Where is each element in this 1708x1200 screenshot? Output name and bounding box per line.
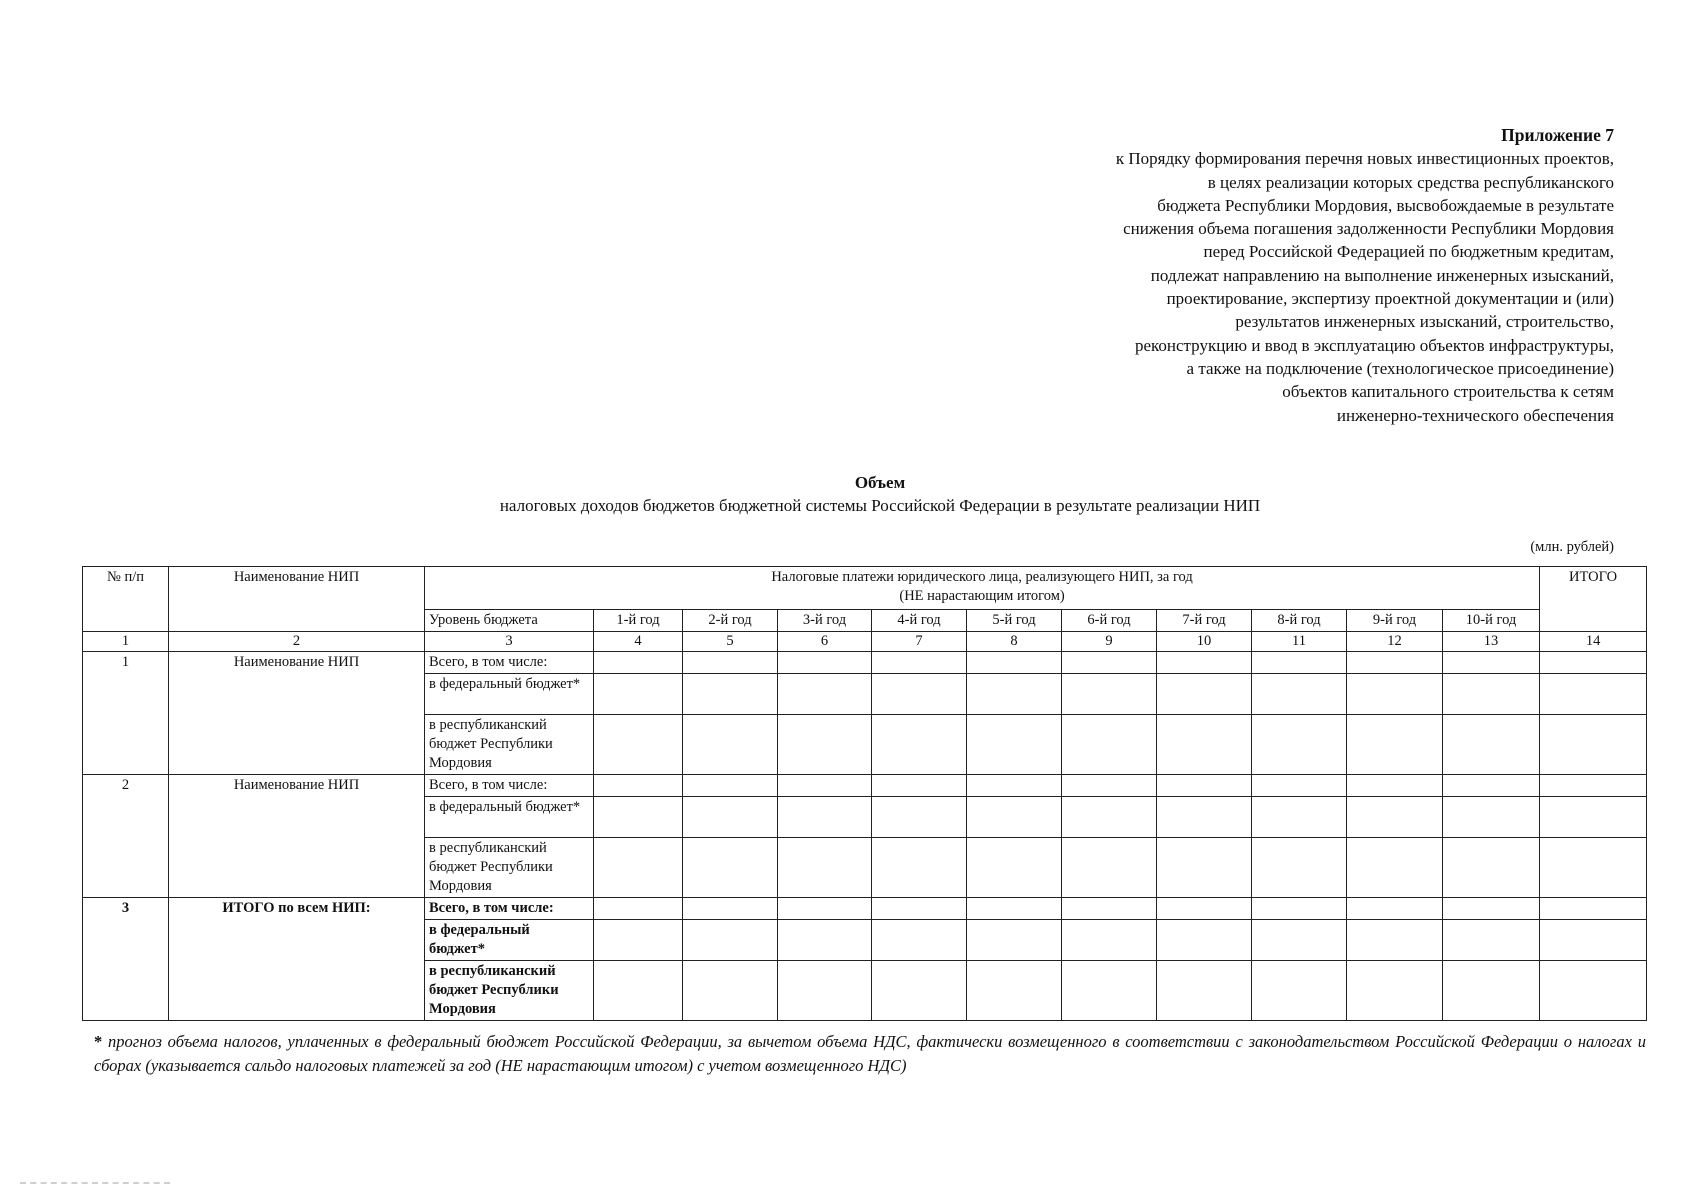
value-cell xyxy=(778,775,872,797)
appendix-title: Приложение 7 xyxy=(1501,125,1614,145)
value-cell xyxy=(1157,797,1252,838)
value-cell xyxy=(872,838,967,898)
appendix-line: результатов инженерных изысканий, строительство, xyxy=(1235,312,1614,332)
value-cell xyxy=(683,961,778,1021)
tax-revenue-table xyxy=(82,566,1647,1021)
value-cell xyxy=(778,838,872,898)
value-cell xyxy=(1062,920,1157,961)
column-number: 1 xyxy=(83,632,169,652)
value-cell xyxy=(778,961,872,1021)
table-row xyxy=(83,652,1647,674)
value-cell xyxy=(1443,961,1540,1021)
budget-level-republic: в республиканский бюджет Республики Мордовия xyxy=(425,715,594,775)
value-cell xyxy=(1540,674,1647,715)
value-cell xyxy=(1062,961,1157,1021)
budget-level-total: Всего, в том числе: xyxy=(425,652,594,674)
value-cell xyxy=(967,838,1062,898)
row-number: 2 xyxy=(83,775,169,898)
row-total-label: ИТОГО по всем НИП: xyxy=(169,898,425,1021)
budget-level-total: Всего, в том числе: xyxy=(425,898,594,920)
value-cell xyxy=(967,797,1062,838)
value-cell xyxy=(967,961,1062,1021)
row-number: 3 xyxy=(83,898,169,1021)
value-cell xyxy=(594,920,683,961)
budget-level-federal: в федеральный бюджет* xyxy=(425,674,594,715)
budget-level-republic: в республиканский бюджет Республики Мордовия xyxy=(425,838,594,898)
value-cell xyxy=(683,674,778,715)
value-cell xyxy=(1443,652,1540,674)
value-cell xyxy=(872,715,967,775)
value-cell xyxy=(683,920,778,961)
value-cell xyxy=(872,898,967,920)
value-cell xyxy=(967,775,1062,797)
header-year: 8-й год xyxy=(1252,610,1347,632)
value-cell xyxy=(1252,920,1347,961)
column-number: 9 xyxy=(1062,632,1157,652)
header-tax-payments-line1: Налоговые платежи юридического лица, реализующего НИП, за год xyxy=(771,569,1193,585)
value-cell xyxy=(1443,674,1540,715)
header-year: 4-й год xyxy=(872,610,967,632)
header-budget-level: Уровень бюджета xyxy=(425,610,594,632)
header-tax-payments-line2: (НЕ нарастающим итогом) xyxy=(899,588,1065,604)
value-cell xyxy=(967,652,1062,674)
value-cell xyxy=(1252,652,1347,674)
value-cell xyxy=(594,898,683,920)
value-cell xyxy=(594,674,683,715)
header-tax-payments xyxy=(425,567,1540,610)
value-cell xyxy=(1157,920,1252,961)
document-title-main: Объем xyxy=(854,473,906,492)
value-cell xyxy=(1062,674,1157,715)
value-cell xyxy=(778,920,872,961)
header-year: 3-й год xyxy=(778,610,872,632)
row-project-name: Наименование НИП xyxy=(169,652,425,775)
value-cell xyxy=(683,838,778,898)
appendix-line: перед Российской Федерацией по бюджетным кредитам, xyxy=(1203,242,1614,262)
budget-level-republic: в республиканский бюджет Республики Мордовия xyxy=(425,961,594,1021)
value-cell xyxy=(683,775,778,797)
appendix-line: подлежат направлению на выполнение инженерных изысканий, xyxy=(1150,265,1614,285)
value-cell xyxy=(1443,797,1540,838)
value-cell xyxy=(683,797,778,838)
value-cell xyxy=(872,920,967,961)
budget-level-federal: в федеральный бюджет* xyxy=(425,797,594,838)
value-cell xyxy=(1252,797,1347,838)
value-cell xyxy=(1252,674,1347,715)
value-cell xyxy=(1540,797,1647,838)
appendix-line: снижения объема погашения задолженности Республики Мордовия xyxy=(1123,219,1614,239)
value-cell xyxy=(872,797,967,838)
value-cell xyxy=(1540,838,1647,898)
appendix-line: в целях реализации которых средства республиканского xyxy=(1207,172,1614,192)
footnote-text: прогноз объема налогов, уплаченных в федеральный бюджет Российской Федерации, за вычетом объема НДС, фактически возмещенного в соответствии с законодательством Российской Федерации о налогах и сборах (указывается сальдо налоговых платежей за год (НЕ нарастающим итогом) с учетом возмещенного НДС) xyxy=(94,1032,1646,1075)
value-cell xyxy=(1157,674,1252,715)
value-cell xyxy=(778,797,872,838)
value-cell xyxy=(1252,838,1347,898)
row-project-name: Наименование НИП xyxy=(169,775,425,898)
value-cell xyxy=(1540,652,1647,674)
value-cell xyxy=(1157,652,1252,674)
document-title xyxy=(0,471,1708,517)
header-name: Наименование НИП xyxy=(169,567,425,632)
value-cell xyxy=(967,674,1062,715)
column-number: 11 xyxy=(1252,632,1347,652)
value-cell xyxy=(872,674,967,715)
appendix-line: а также на подключение (технологическое присоединение) xyxy=(1186,358,1614,378)
value-cell xyxy=(1157,961,1252,1021)
header-year: 6-й год xyxy=(1062,610,1157,632)
value-cell xyxy=(1443,920,1540,961)
scan-artifact xyxy=(20,1182,170,1184)
value-cell xyxy=(1252,898,1347,920)
value-cell xyxy=(872,961,967,1021)
appendix-line: инженерно-технического обеспечения xyxy=(1336,405,1614,425)
value-cell xyxy=(872,652,967,674)
document-title-sub: налоговых доходов бюджетов бюджетной системы Российской Федерации в результате реализации НИП xyxy=(499,496,1261,515)
budget-level-federal: в федеральный бюджет* xyxy=(425,920,594,961)
value-cell xyxy=(778,674,872,715)
value-cell xyxy=(1347,715,1443,775)
header-year: 1-й год xyxy=(594,610,683,632)
value-cell xyxy=(1347,674,1443,715)
value-cell xyxy=(967,715,1062,775)
column-number: 8 xyxy=(967,632,1062,652)
header-total: ИТОГО xyxy=(1540,567,1647,632)
value-cell xyxy=(1062,652,1157,674)
header-no: № п/п xyxy=(83,567,169,632)
value-cell xyxy=(778,715,872,775)
value-cell xyxy=(1252,775,1347,797)
value-cell xyxy=(683,715,778,775)
units-label: (млн. рублей) xyxy=(1530,539,1614,555)
appendix-header xyxy=(834,124,1614,427)
table-header-row xyxy=(83,567,1647,610)
column-number: 10 xyxy=(1157,632,1252,652)
value-cell xyxy=(1540,898,1647,920)
value-cell xyxy=(1540,775,1647,797)
value-cell xyxy=(1252,961,1347,1021)
value-cell xyxy=(1347,775,1443,797)
value-cell xyxy=(1443,838,1540,898)
value-cell xyxy=(683,652,778,674)
value-cell xyxy=(1347,797,1443,838)
column-number: 13 xyxy=(1443,632,1540,652)
appendix-line: объектов капитального строительства к сетям xyxy=(1282,382,1614,402)
table-row xyxy=(83,775,1647,797)
value-cell xyxy=(1157,715,1252,775)
value-cell xyxy=(1157,838,1252,898)
appendix-line: реконструкцию и ввод в эксплуатацию объектов инфраструктуры, xyxy=(1134,335,1614,355)
appendix-line: бюджета Республики Мордовия, высвобождаемые в результате xyxy=(1157,195,1614,215)
column-number: 7 xyxy=(872,632,967,652)
value-cell xyxy=(1062,838,1157,898)
column-number: 2 xyxy=(169,632,425,652)
budget-level-total: Всего, в том числе: xyxy=(425,775,594,797)
value-cell xyxy=(594,715,683,775)
appendix-line: проектирование, экспертизу проектной документации и (или) xyxy=(1166,289,1614,309)
header-year: 10-й год xyxy=(1443,610,1540,632)
value-cell xyxy=(1157,898,1252,920)
header-year: 2-й год xyxy=(683,610,778,632)
value-cell xyxy=(1443,775,1540,797)
footnote-star: * xyxy=(94,1032,103,1051)
appendix-line: к Порядку формирования перечня новых инвестиционных проектов, xyxy=(1115,149,1614,169)
value-cell xyxy=(683,898,778,920)
value-cell xyxy=(1062,715,1157,775)
value-cell xyxy=(967,898,1062,920)
value-cell xyxy=(1443,898,1540,920)
column-number-row xyxy=(83,632,1647,652)
value-cell xyxy=(967,920,1062,961)
header-year: 9-й год xyxy=(1347,610,1443,632)
header-year: 7-й год xyxy=(1157,610,1252,632)
value-cell xyxy=(1062,775,1157,797)
value-cell xyxy=(594,961,683,1021)
column-number: 4 xyxy=(594,632,683,652)
footnote xyxy=(94,1030,1646,1078)
value-cell xyxy=(594,652,683,674)
value-cell xyxy=(1540,961,1647,1021)
value-cell xyxy=(872,775,967,797)
value-cell xyxy=(1540,715,1647,775)
value-cell xyxy=(1443,715,1540,775)
column-number: 12 xyxy=(1347,632,1443,652)
value-cell xyxy=(1540,920,1647,961)
column-number: 5 xyxy=(683,632,778,652)
value-cell xyxy=(1252,715,1347,775)
value-cell xyxy=(594,797,683,838)
value-cell xyxy=(1347,920,1443,961)
value-cell xyxy=(1347,652,1443,674)
value-cell xyxy=(1347,961,1443,1021)
value-cell xyxy=(594,838,683,898)
value-cell xyxy=(778,652,872,674)
value-cell xyxy=(1062,797,1157,838)
column-number: 3 xyxy=(425,632,594,652)
value-cell xyxy=(1157,775,1252,797)
table-row-total xyxy=(83,898,1647,920)
value-cell xyxy=(594,775,683,797)
value-cell xyxy=(778,898,872,920)
value-cell xyxy=(1347,838,1443,898)
column-number: 14 xyxy=(1540,632,1647,652)
value-cell xyxy=(1062,898,1157,920)
header-year: 5-й год xyxy=(967,610,1062,632)
value-cell xyxy=(1347,898,1443,920)
column-number: 6 xyxy=(778,632,872,652)
row-number: 1 xyxy=(83,652,169,775)
